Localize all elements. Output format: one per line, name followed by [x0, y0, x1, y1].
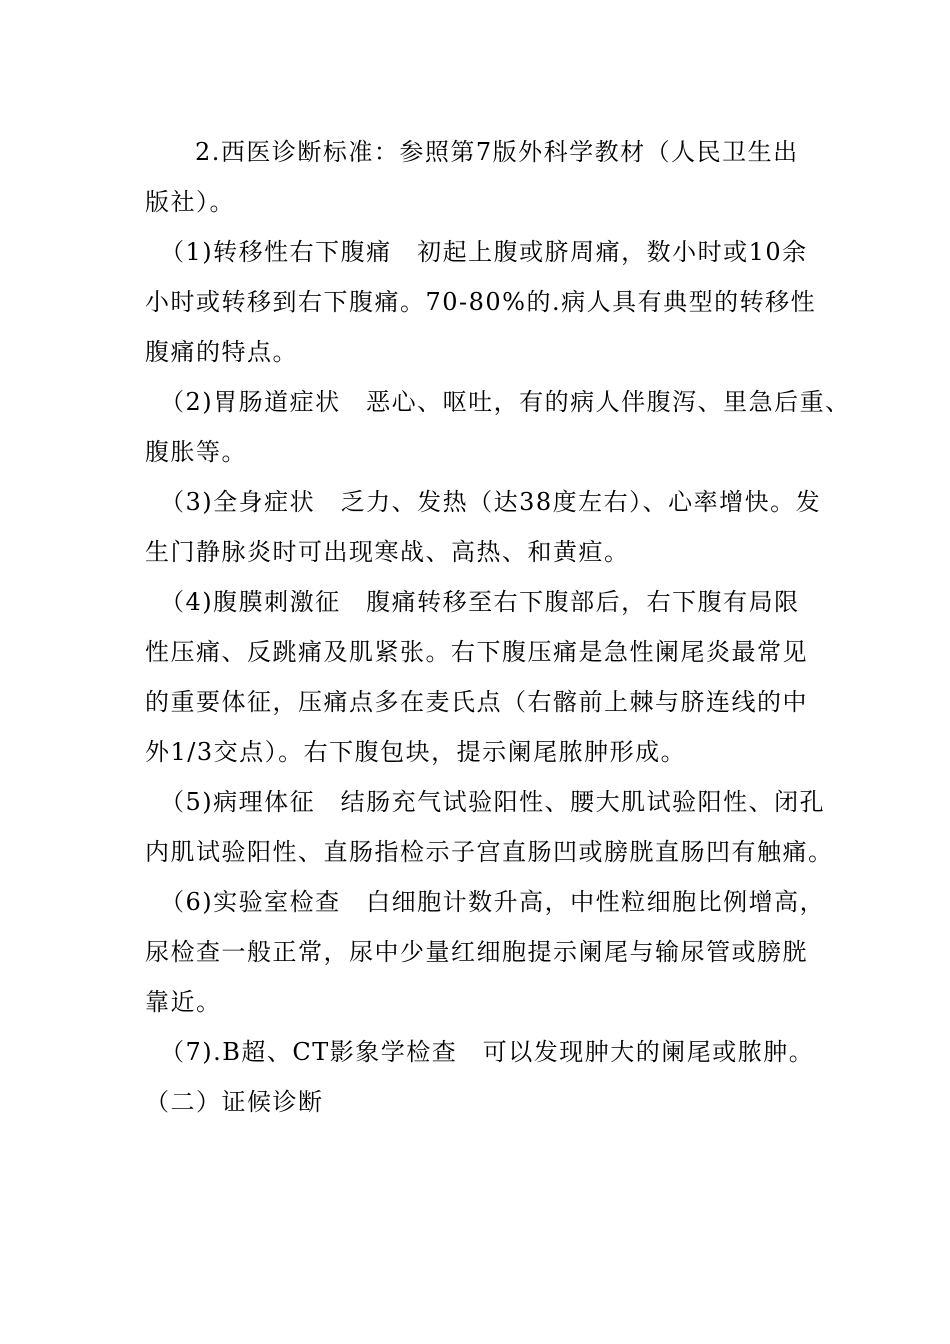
paragraph-line: 外1/3交点）。右下腹包块，提示阑尾脓肿形成。 — [145, 738, 687, 766]
criterion-3-title-line: （3)全身症状 乏力、发热（达38度左右）、心率增快。发 — [160, 488, 822, 516]
paragraph-line: 性压痛、反跳痛及肌紧张。右下腹压痛是急性阑尾炎最常见 — [145, 638, 808, 666]
criterion-7-title-line: （7).B超、CT影象学检查 可以发现肿大的阑尾或脓肿。 — [160, 1038, 815, 1066]
paragraph-line: 腹胀等。 — [145, 438, 247, 466]
paragraph-line: 小时或转移到右下腹痛。70-80%的.病人具有典型的转移性 — [145, 288, 817, 316]
paragraph-line: 内肌试验阳性、直肠指检示子宫直肠凹或膀胱直肠凹有触痛。 — [145, 838, 834, 866]
paragraph-line: 尿检查一般正常，尿中少量红细胞提示阑尾与输尿管或膀胱 — [145, 938, 808, 966]
criterion-4-title-line: （4)腹膜刺激征 腹痛转移至右下腹部后，右下腹有局限 — [160, 588, 800, 616]
criterion-2-title-line: （2)胃肠道症状 恶心、呕吐，有的病人伴腹泻、里急后重、 — [160, 388, 851, 416]
paragraph-line: 腹痛的特点。 — [145, 338, 298, 366]
paragraph-line: 靠近。 — [145, 988, 222, 1016]
criterion-6-title-line: （6)实验室检查 白细胞计数升高，中性粒细胞比例增高， — [160, 888, 826, 916]
section-heading-syndrome-diagnosis: （二）证候诊断 — [145, 1088, 324, 1116]
paragraph-line: 的重要体征，压痛点多在麦氏点（右髂前上棘与脐连线的中 — [145, 688, 808, 716]
criterion-1-title-line: （1)转移性右下腹痛 初起上腹或脐周痛，数小时或10余 — [160, 238, 808, 266]
paragraph-line: 版社）。 — [145, 188, 235, 216]
paragraph-line: 生门静脉炎时可出现寒战、高热、和黄疸。 — [145, 538, 630, 566]
section-heading-western-diagnosis: 2.西医诊断标准：参照第7版外科学教材（人民卫生出 — [195, 138, 799, 166]
criterion-5-title-line: （5)病理体征 结肠充气试验阳性、腰大肌试验阳性、闭孔 — [160, 788, 826, 816]
